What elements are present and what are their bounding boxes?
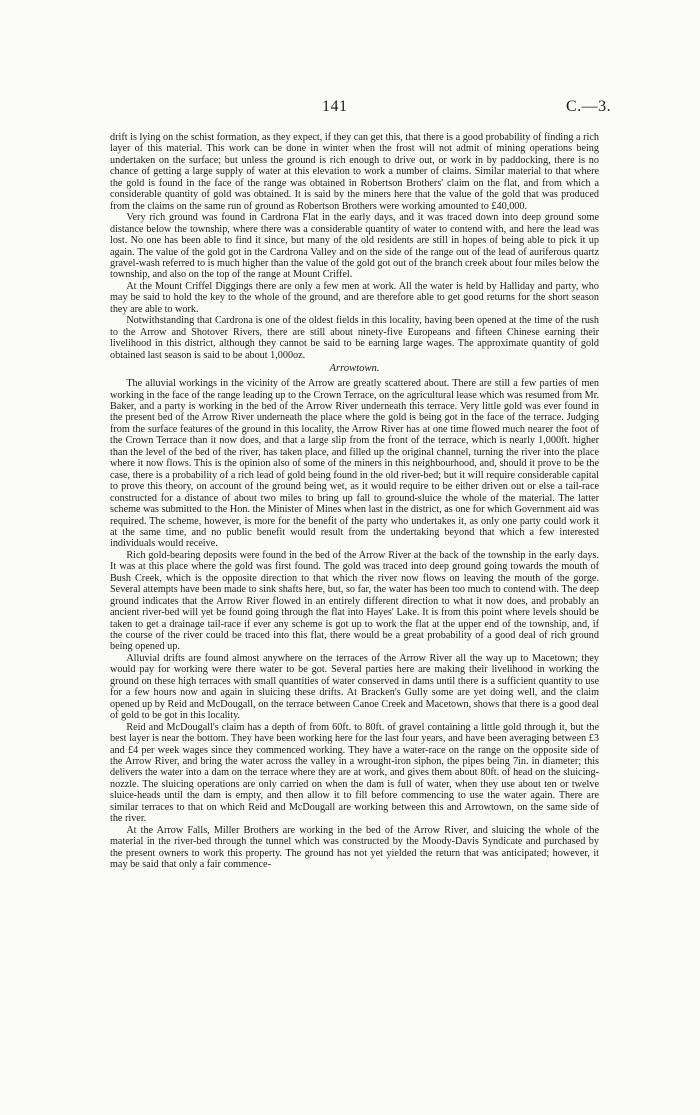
page-number: 141 <box>322 98 348 115</box>
paragraph-arrowtown-2: Rich gold-bearing deposits were found in the bed of the Arrow River at the back of the township in the early days. It was at this place where the gold was first found. The gold was traced into deep ground going towards the mouth of Bush Creek, which is the opposite direction to that which the river now flows on leaving the mouth of the gorge. Several attempts have been made to sink shafts here, but, so far, the water has been too much to contend with. The deep ground indicates that the Arrow River flowed in an entirely different direction to what it now does, and probably an ancient river-bed will yet be found going through the flat into Hayes' Lake. It is from this point where levels should be taken to get a drainage tail-race if ever any scheme is got up to work the flat at the upper end of the township, and, if the course of the river could be traced into this flat, there would be a great probability of a good deal of rich ground being opened up. <box>110 549 599 653</box>
paragraph-arrowtown-5: At the Arrow Falls, Miller Brothers are working in the bed of the Arrow River, and sluicing the whole of the material in the river-bed through the tunnel which was constructed by the Moody-Davis Syndicate and purchased by the present owners to work this property. The ground has not yet yielded the return that was anticipated; however, it may be said that only a fair commence- <box>110 824 599 871</box>
body-text <box>110 132 599 871</box>
paragraph-cardrona-4: Notwithstanding that Cardrona is one of the oldest fields in this locality, having been opened at the time of the rush to the Arrow and Shotover Rivers, there are still about ninety-five Europeans and fifteen Chinese earning their livelihood in this district, although they cannot be said to be earning large wages. The approximate quantity of gold obtained last season is said to be about 1,000oz. <box>110 315 599 361</box>
paragraph-arrowtown-3: Alluvial drifts are found almost anywhere on the terraces of the Arrow River all the way up to Macetown; they would pay for working were there water to be got. Several parties here are making their livelihood in working the ground on these high terraces with small quantities of water conserved in dams until there is a sufficient quantity to use for a few hours now and again in sluicing these drifts. At Bracken's Gully some are yet doing well, and the claim opened up by Reid and McDougall, on the terrace between Canoe Creek and Macetown, shows that there is a good deal of gold to be got in this locality. <box>110 652 599 722</box>
page-header <box>0 98 700 120</box>
section-heading-arrowtown: Arrowtown. <box>329 363 380 375</box>
paragraph-cardrona-2: Very rich ground was found in Cardrona Flat in the early days, and it was traced down into deep ground some distance below the township, where there was a considerable quantity of water to contend with, and here the lead was lost. No one has been able to find it since, but many of the old residents are still in hopes of being able to pick it up again. The value of the gold got in the Cardrona Valley and on the side of the range out of the lead of auriferous quartz gravel-wash referred to is much higher than the value of the gold got out of the branch creek about four miles below the township, and also on the top of the range at Mount Criffel. <box>110 212 599 281</box>
paragraph-cardrona-1: drift is lying on the schist formation, as they expect, if they can get this, that there is a good probability of finding a rich layer of this material. This work can be done in winter when the frost will not admit of mining operations being undertaken on the surface; but unless the ground is rich enough to drive out, or work in by paddocking, there is no chance of getting a large supply of water at this elevation to work a number of claims. Similar material to that where the gold is found in the face of the range was obtained in Robertson Brothers' claim on the flat, and from which a considerable quantity of gold was obtained. It is said by the miners here that the value of the gold that was produced from the claims on the same run of ground as Robertson Brothers were working amounted to £40,000. <box>110 132 599 212</box>
paragraph-cardrona-3: At the Mount Criffel Diggings there are only a few men at work. All the water is held by Halliday and party, who may be said to hold the key to the whole of the ground, and are therefore able to get good returns for the short season they are able to work. <box>110 280 599 315</box>
paragraph-arrowtown-1: The alluvial workings in the vicinity of the Arrow are greatly scattered about. There are still a few parties of men working in the face of the range leading up to the Crown Terrace, on the agricultural lease which was resumed from Mr. Baker, and a party is working in the bed of the Arrow River underneath this terrace. Very little gold was ever found in the present bed of the Arrow River underneath the place where the gold is being got in the face of the terrace. Judging from the surface features of the ground in this locality, the Arrow River has at one time flowed much nearer the foot of the Crown Terrace than it now does, and that a large slip from the front of the terrace, which is nearly 1,000ft. higher than the level of the bed of the river, has taken place, and filled up the original channel, turning the river into the place where it now flows. This is the opinion also of some of the miners in this neighbourhood, and, should it prove to be the case, there is a probability of a rich lead of gold being found in the old river-bed; but it will require considerable capital to prove this theory, on account of the ground being wet, as it would require to be either driven out or else a tail-race constructed for a distance of about two miles to bring up fall to ground-sluice the whole of the material. The latter scheme was submitted to the Hon. the Minister of Mines when last in the district, as one for which Government aid was required. The scheme, however, is more for the benefit of the party who undertakes it, as only one party could work it at the same time, and no public benefit would result from the undertaking beyond that which a few interested individuals would receive. <box>110 378 599 550</box>
paper-reference: C.—3. <box>566 98 612 115</box>
paragraph-arrowtown-4: Reid and McDougall's claim has a depth of from 60ft. to 80ft. of gravel containing a little gold through it, but the best layer is near the bottom. They have been working here for the last four years, and have been averaging between £3 and £4 per week wages since they commenced working. They have a water-race on the range on the opposite side of the Arrow River, and bring the water across the valley in a wrought-iron siphon, the pipes being 7in. in diameter; this delivers the water into a dam on the terrace where they are at work, and gives them about 80ft. of head on the sluicing-nozzle. The sluicing operations are only carried on when the dam is full of water, when they use about ten or twelve sluice-heads until the dam is empty, and then allow it to fill before commencing to use the water again. There are similar terraces to that on which Reid and McDougall are working between this and Arrowtown, on the same side of the river. <box>110 721 599 825</box>
